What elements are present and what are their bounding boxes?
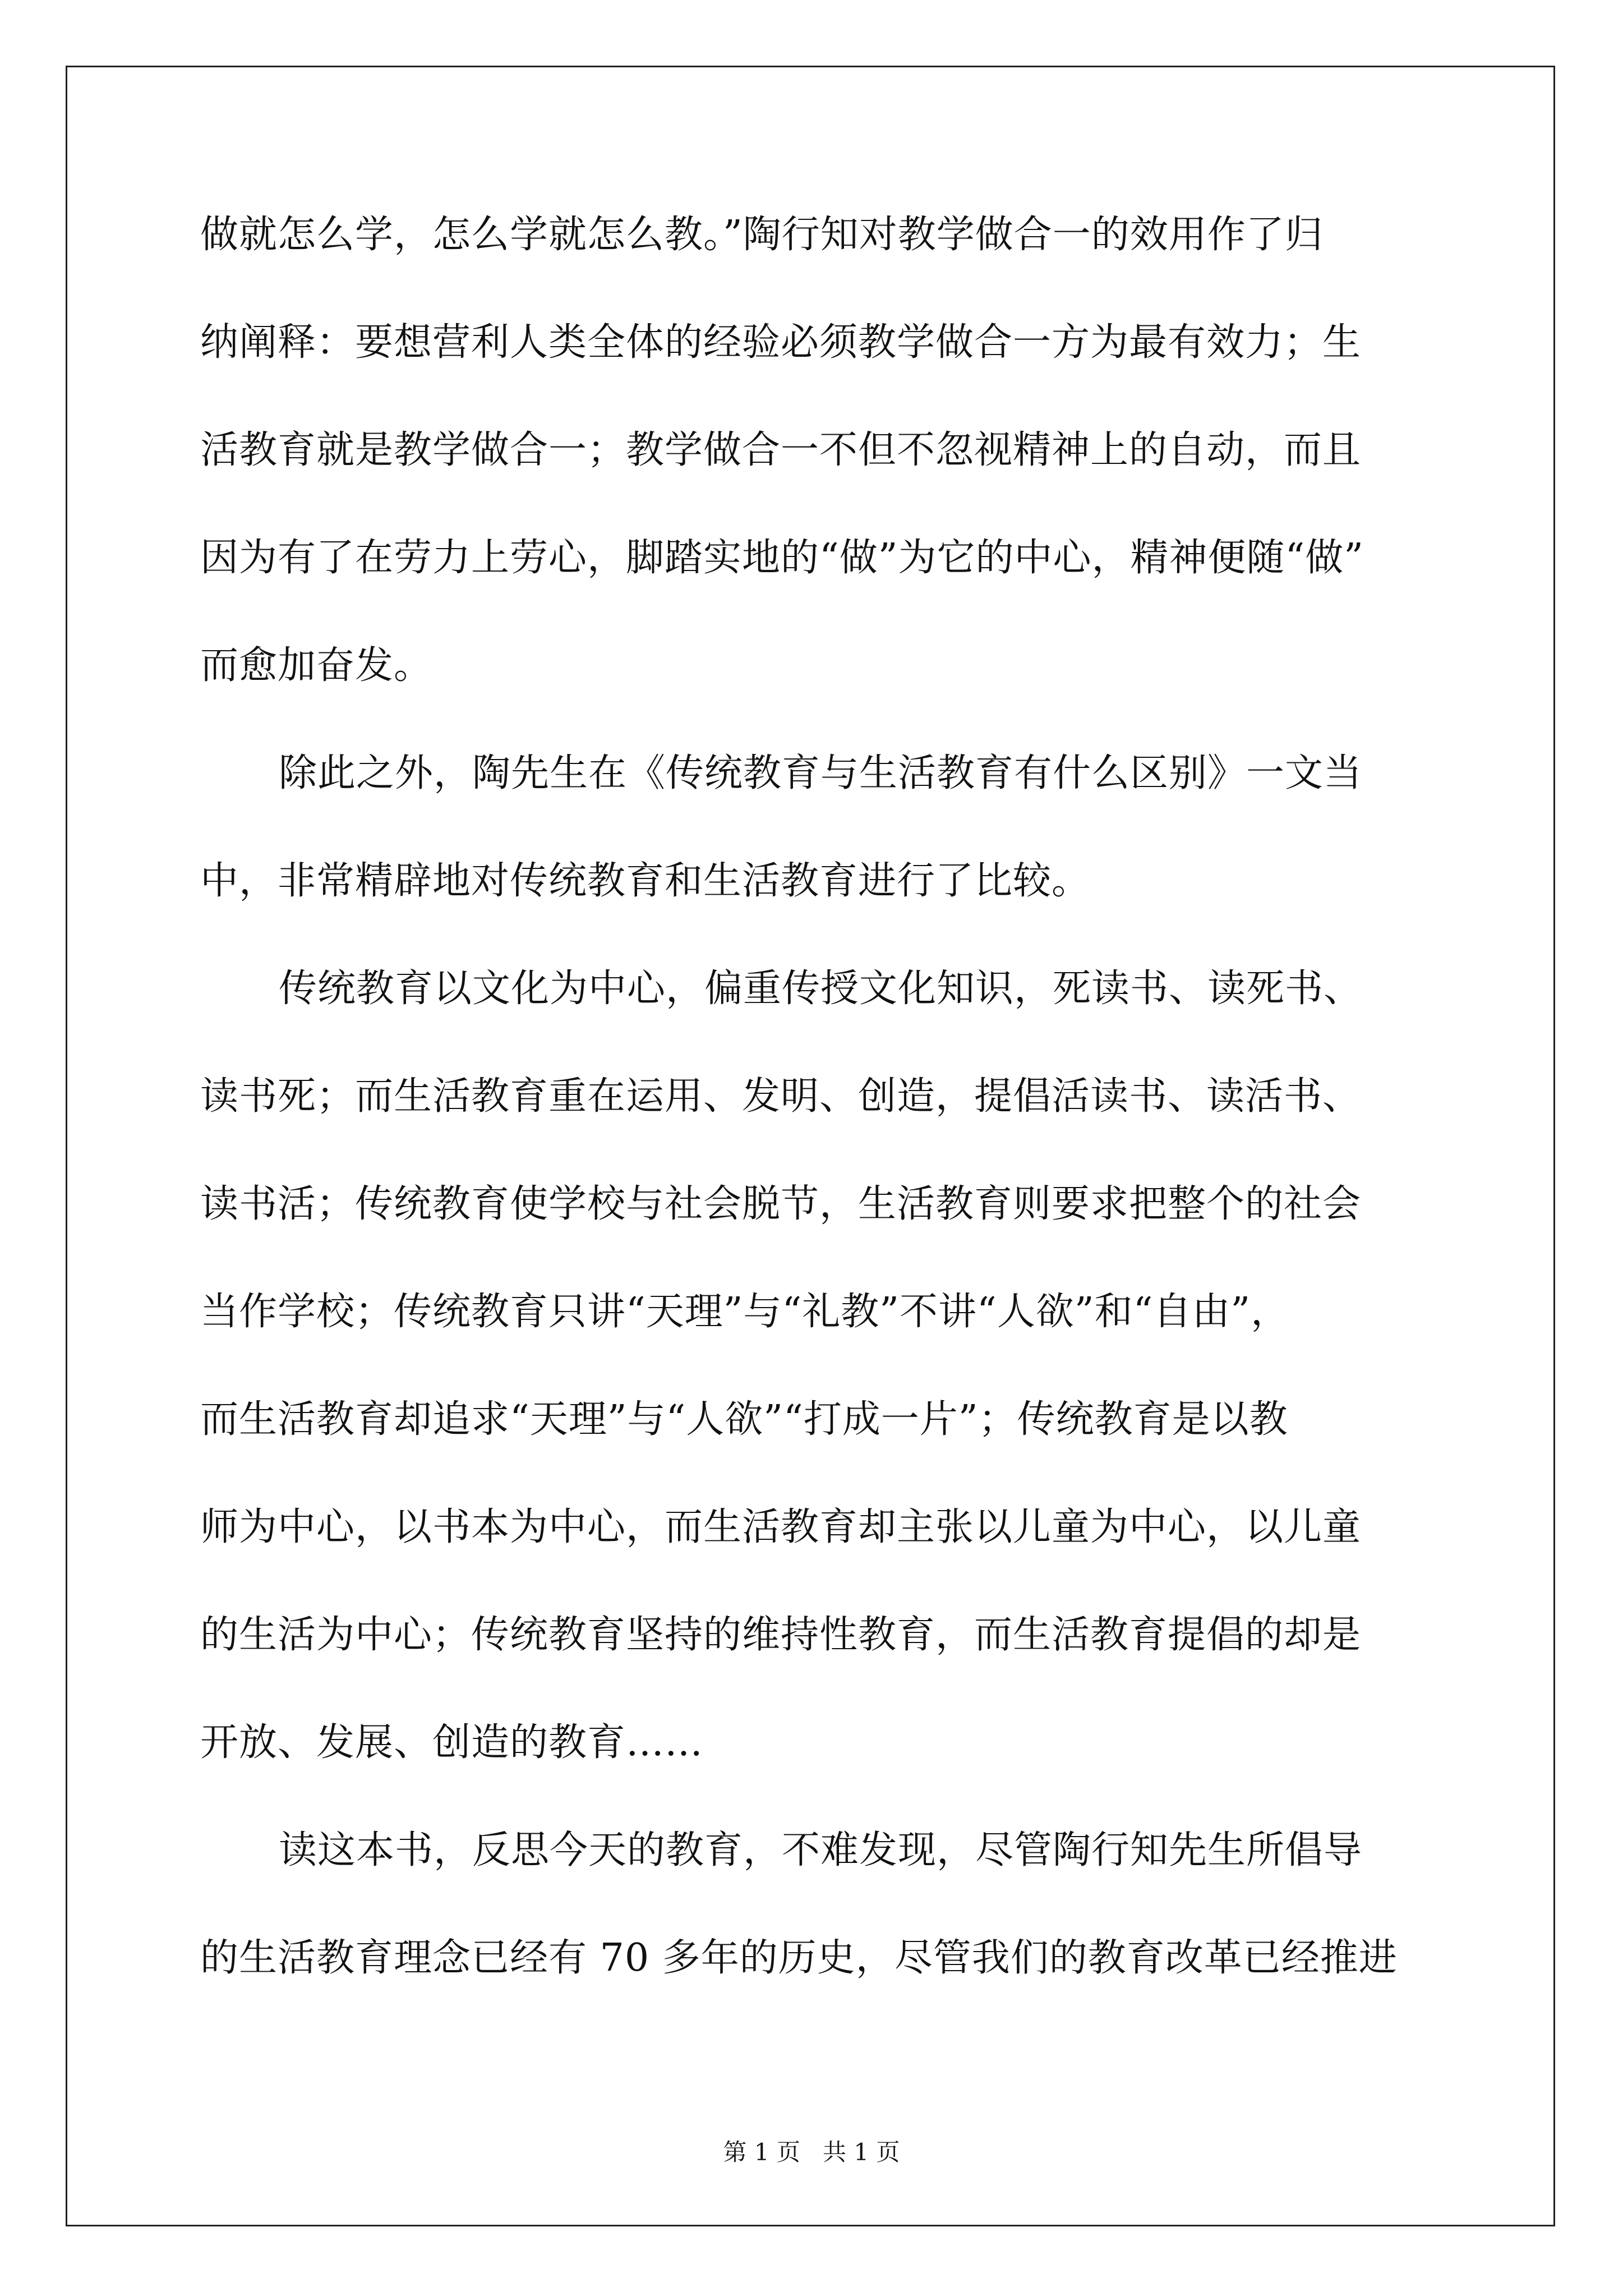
text-line: 而愈加奋发。 bbox=[200, 643, 433, 688]
text-line: 而生活教育却追求“天理”与“人欲”“打成一片”；传统教育是以教 bbox=[200, 1397, 1288, 1442]
text-line: 活教育就是教学做合一；教学做合一不但不忽视精神上的自动，而且 bbox=[200, 428, 1362, 472]
text-line: 因为有了在劳力上劳心，脚踏实地的“做”为它的中心，精神便随“做” bbox=[200, 536, 1364, 580]
text-line: 的生活教育理念已经有 70 多年的历史，尽管我们的教育改革已经推进 bbox=[200, 1936, 1398, 1980]
text-line: 读书活；传统教育使学校与社会脱节，生活教育则要求把整个的社会 bbox=[200, 1182, 1362, 1226]
paragraph-first-line: 除此之外，陶先生在《传统教育与生活教育有什么区别》一文当 bbox=[279, 751, 1363, 795]
text-line: 中，非常精辟地对传统教育和生活教育进行了比较。 bbox=[200, 859, 1091, 903]
text-line: 的生活为中心；传统教育坚持的维持性教育，而生活教育提倡的却是 bbox=[200, 1613, 1362, 1657]
document-body bbox=[200, 209, 1434, 1985]
text-line: 开放、发展、创造的教育…… bbox=[200, 1720, 704, 1765]
page-number-footer: 第 1 页 共 1 页 bbox=[723, 2138, 900, 2166]
text-line: 做就怎么学，怎么学就怎么教。”陶行知对教学做合一的效用作了归 bbox=[200, 213, 1324, 257]
paragraph-first-line: 读这本书，反思今天的教育，不难发现，尽管陶行知先生所倡导 bbox=[279, 1828, 1363, 1872]
text-line: 师为中心，以书本为中心，而生活教育却主张以儿童为中心，以儿童 bbox=[200, 1505, 1362, 1549]
paragraph-first-line: 传统教育以文化为中心，偏重传授文化知识，死读书、读死书、 bbox=[279, 967, 1363, 1011]
text-line: 纳阐释：要想营利人类全体的经验必须教学做合一方为最有效力；生 bbox=[200, 320, 1362, 365]
text-line: 读书死；而生活教育重在运用、发明、创造，提倡活读书、读活书、 bbox=[200, 1074, 1362, 1119]
text-line: 当作学校；传统教育只讲“天理”与“礼教”不讲“人欲”和“自由”， bbox=[200, 1290, 1290, 1334]
